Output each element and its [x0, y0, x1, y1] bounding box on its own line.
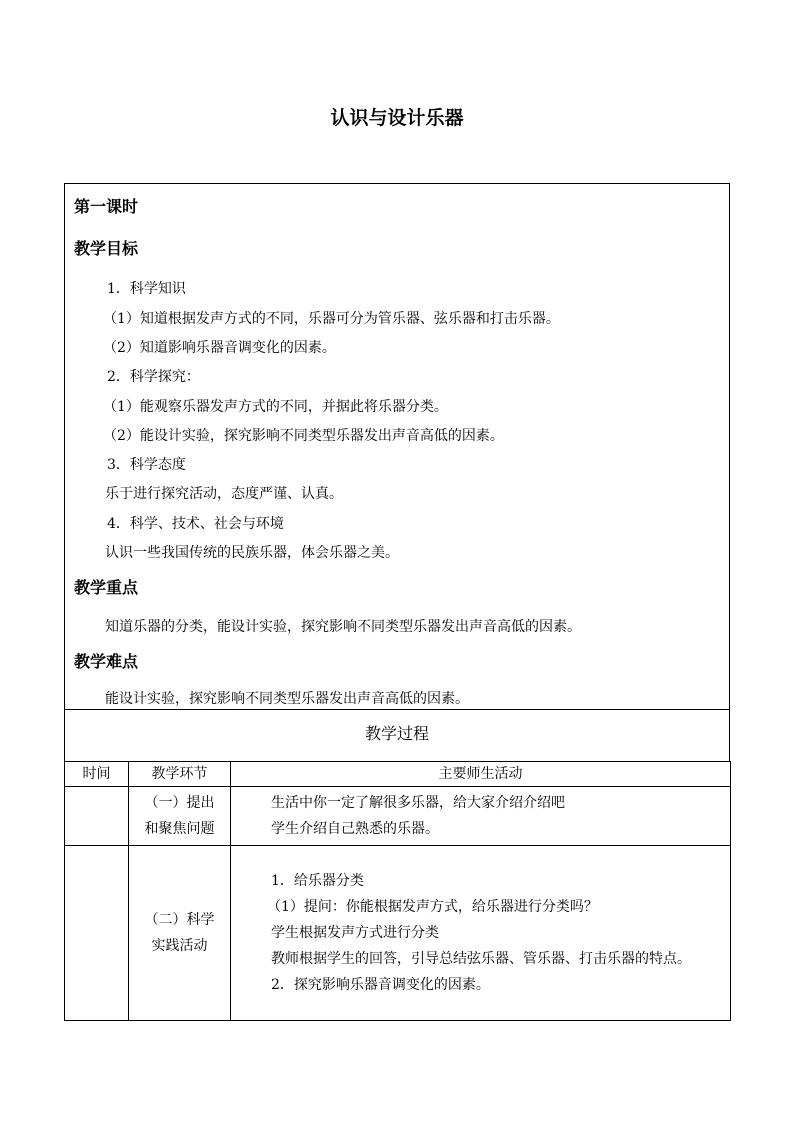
activity-line: 教师根据学生的回答，引导总结弦乐器、管乐器、打击乐器的特点。	[271, 951, 691, 967]
stage-cell	[129, 846, 231, 1021]
objective-line: （1）能观察乐器发声方式的不同，并据此将乐器分类。	[103, 399, 448, 415]
objective-line: 乐于进行探究活动，态度严谨、认真。	[105, 486, 343, 502]
col-header-stage: 教学环节	[129, 762, 231, 787]
key-points-heading: 教学重点	[74, 578, 139, 597]
stage-line: 和聚焦问题	[144, 821, 215, 837]
objective-line: （2）知道影响乐器音调变化的因素。	[103, 340, 336, 356]
page-title: 认识与设计乐器	[330, 107, 464, 129]
objective-line: 4．科学、技术、社会与环境	[107, 516, 284, 532]
objective-line: （2）能设计实验，探究影响不同类型乐器发出声音高低的因素。	[103, 428, 504, 444]
activity-line: 学生根据发声方式进行分类	[271, 925, 439, 941]
table-header-row	[65, 762, 731, 787]
process-title-box	[64, 710, 730, 762]
stage-line: （一）提出	[144, 795, 215, 811]
difficulties-heading: 教学难点	[74, 652, 139, 671]
process-table	[64, 761, 731, 1021]
table-row	[65, 787, 731, 846]
table-row	[65, 846, 731, 1021]
objective-line: 3．科学态度	[107, 457, 186, 473]
period-heading: 第一课时	[74, 197, 139, 216]
col-header-activities: 主要师生活动	[231, 762, 731, 787]
activity-line: 2．探究影响乐器音调变化的因素。	[271, 977, 490, 993]
activity-line: （1）提问：你能根据发声方式，给乐器进行分类吗？	[267, 899, 598, 915]
objectives-heading: 教学目标	[74, 239, 139, 258]
objective-line: （1）知道根据发声方式的不同，乐器可分为管乐器、弦乐器和打击乐器。	[103, 311, 560, 327]
time-cell	[65, 846, 129, 1021]
objective-line: 1．科学知识	[107, 281, 186, 297]
activity-line: 1．给乐器分类	[271, 873, 364, 889]
lesson-overview-box	[64, 183, 730, 710]
objective-line: 认识一些我国传统的民族乐器，体会乐器之美。	[105, 545, 399, 561]
objective-line: 2．科学探究：	[107, 369, 200, 385]
activity-line: 学生介绍自己熟悉的乐器。	[271, 821, 439, 837]
time-cell	[65, 787, 129, 846]
key-points-text: 知道乐器的分类，能设计实验，探究影响不同类型乐器发出声音高低的因素。	[105, 619, 581, 635]
difficulties-text: 能设计实验，探究影响不同类型乐器发出声音高低的因素。	[105, 691, 469, 707]
activity-line: 生活中你一定了解很多乐器，给大家介绍介绍吧	[271, 795, 565, 811]
stage-line: （二）科学	[144, 912, 215, 928]
stage-line: 实践活动	[151, 938, 208, 954]
activities-cell	[231, 846, 731, 1021]
activities-cell	[231, 787, 731, 846]
col-header-time: 时间	[65, 762, 129, 787]
stage-cell	[129, 787, 231, 846]
process-title: 教学过程	[364, 724, 429, 743]
